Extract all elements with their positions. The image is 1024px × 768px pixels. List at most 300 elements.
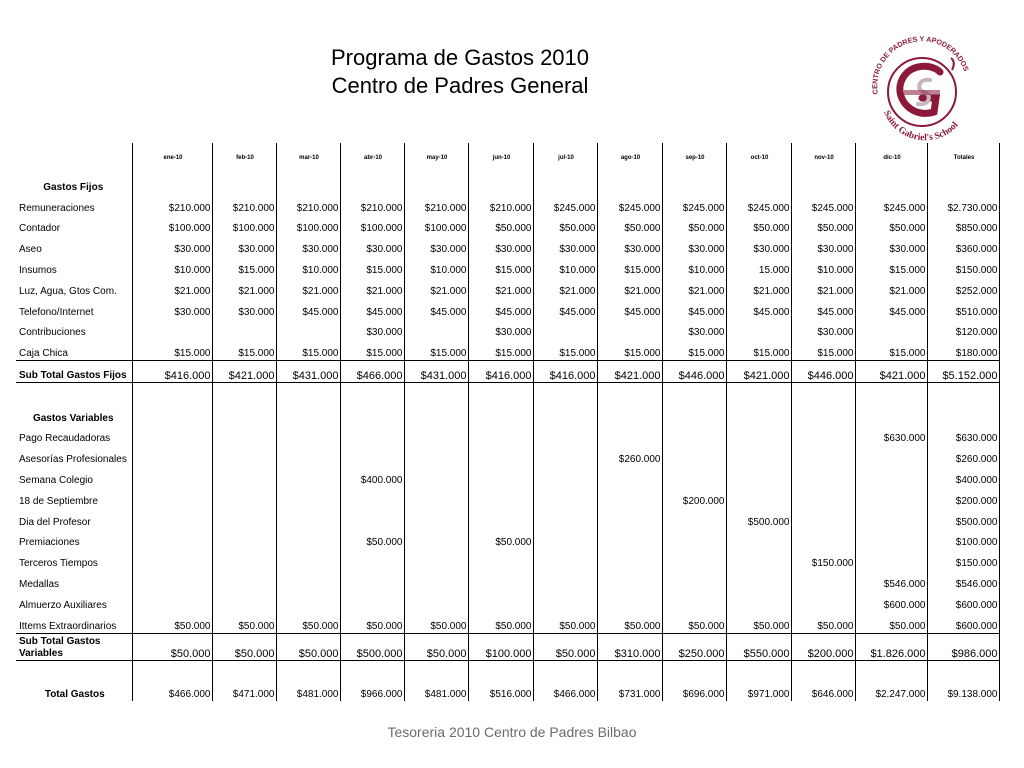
blank-cell <box>404 173 468 194</box>
value-cell: $50.000 <box>855 215 927 236</box>
value-cell: $550.000 <box>726 633 791 660</box>
value-cell: $481.000 <box>276 660 340 701</box>
value-cell <box>276 466 340 487</box>
value-cell <box>340 445 404 466</box>
value-cell <box>533 466 597 487</box>
column-header: dic-10 <box>855 143 927 173</box>
value-cell <box>662 425 726 446</box>
value-cell <box>726 445 791 466</box>
row-label: Insumos <box>16 256 132 277</box>
value-cell: $210.000 <box>340 194 404 215</box>
value-cell: $15.000 <box>340 339 404 360</box>
value-cell <box>533 591 597 612</box>
blank-cell <box>340 382 404 403</box>
value-cell <box>212 529 276 550</box>
value-cell: $50.000 <box>404 612 468 633</box>
value-cell <box>340 487 404 508</box>
column-header: feb-10 <box>212 143 276 173</box>
value-cell: $21.000 <box>662 277 726 298</box>
blank-cell <box>726 382 791 403</box>
value-cell: $45.000 <box>662 298 726 319</box>
value-cell <box>791 529 855 550</box>
value-cell: $15.000 <box>340 256 404 277</box>
column-header: may-10 <box>404 143 468 173</box>
value-cell: $30.000 <box>791 319 855 340</box>
table-row <box>16 256 999 277</box>
value-cell: $15.000 <box>404 339 468 360</box>
value-cell <box>533 445 597 466</box>
value-cell <box>855 508 927 529</box>
value-cell: $2.730.000 <box>927 194 999 215</box>
value-cell: $431.000 <box>404 361 468 383</box>
value-cell: $50.000 <box>276 612 340 633</box>
value-cell <box>132 487 212 508</box>
value-cell <box>276 529 340 550</box>
value-cell: $400.000 <box>340 466 404 487</box>
table-row <box>16 508 999 529</box>
value-cell <box>791 425 855 446</box>
value-cell: $210.000 <box>404 194 468 215</box>
value-cell: $50.000 <box>533 215 597 236</box>
value-cell: $45.000 <box>468 298 533 319</box>
section-heading: Gastos Fijos <box>16 173 132 194</box>
value-cell: $421.000 <box>212 361 276 383</box>
value-cell <box>662 591 726 612</box>
value-cell: $260.000 <box>597 445 662 466</box>
value-cell <box>132 570 212 591</box>
column-header: nov-10 <box>791 143 855 173</box>
value-cell: $245.000 <box>791 194 855 215</box>
value-cell: $15.000 <box>468 256 533 277</box>
value-cell: $50.000 <box>468 529 533 550</box>
value-cell: $21.000 <box>132 277 212 298</box>
value-cell: $416.000 <box>533 361 597 383</box>
value-cell: $481.000 <box>404 660 468 701</box>
column-header: abr-10 <box>340 143 404 173</box>
blank-cell <box>855 173 927 194</box>
value-cell: $30.000 <box>726 235 791 256</box>
value-cell: $252.000 <box>927 277 999 298</box>
value-cell <box>132 319 212 340</box>
value-cell <box>791 570 855 591</box>
blank-cell <box>132 404 212 425</box>
value-cell <box>276 445 340 466</box>
subtotal-row <box>16 633 999 660</box>
value-cell: $9.138.000 <box>927 660 999 701</box>
value-cell: $986.000 <box>927 633 999 660</box>
value-cell <box>340 549 404 570</box>
value-cell <box>597 570 662 591</box>
blank-cell <box>791 173 855 194</box>
value-cell: $21.000 <box>340 277 404 298</box>
value-cell: $50.000 <box>791 215 855 236</box>
value-cell: $50.000 <box>791 612 855 633</box>
value-cell <box>404 529 468 550</box>
blank-cell <box>726 404 791 425</box>
column-header: oct-10 <box>726 143 791 173</box>
section-heading-row <box>16 404 999 425</box>
value-cell <box>662 529 726 550</box>
blank-cell <box>533 382 597 403</box>
blank-cell <box>404 382 468 403</box>
column-header: jun-10 <box>468 143 533 173</box>
value-cell: $966.000 <box>340 660 404 701</box>
value-cell: $510.000 <box>927 298 999 319</box>
table-row <box>16 339 999 360</box>
value-cell: $210.000 <box>132 194 212 215</box>
value-cell: $400.000 <box>927 466 999 487</box>
blank-cell <box>791 404 855 425</box>
value-cell <box>855 487 927 508</box>
value-cell: $245.000 <box>533 194 597 215</box>
section-heading: Gastos Variables <box>16 404 132 425</box>
value-cell: $471.000 <box>212 660 276 701</box>
value-cell: $421.000 <box>726 361 791 383</box>
value-cell: $15.000 <box>132 339 212 360</box>
value-cell <box>468 487 533 508</box>
value-cell: $30.000 <box>340 319 404 340</box>
blank-cell <box>726 173 791 194</box>
value-cell <box>533 549 597 570</box>
value-cell <box>340 425 404 446</box>
value-cell <box>726 487 791 508</box>
row-label: Semana Colegio <box>16 466 132 487</box>
table-row <box>16 445 999 466</box>
blank-cell <box>855 404 927 425</box>
value-cell: $100.000 <box>404 215 468 236</box>
column-header: jul-10 <box>533 143 597 173</box>
blank-cell <box>662 382 726 403</box>
value-cell: $100.000 <box>468 633 533 660</box>
value-cell: $45.000 <box>533 298 597 319</box>
value-cell: $15.000 <box>662 339 726 360</box>
value-cell: $50.000 <box>212 612 276 633</box>
value-cell <box>533 319 597 340</box>
value-cell: $546.000 <box>927 570 999 591</box>
table-row <box>16 466 999 487</box>
value-cell: $30.000 <box>597 235 662 256</box>
value-cell: $30.000 <box>533 235 597 256</box>
blank-cell <box>597 173 662 194</box>
value-cell: $30.000 <box>468 319 533 340</box>
value-cell: $10.000 <box>533 256 597 277</box>
value-cell: $21.000 <box>276 277 340 298</box>
row-label: Luz, Agua, Gtos Com. <box>16 277 132 298</box>
blank-cell <box>533 404 597 425</box>
column-header: ene-10 <box>132 143 212 173</box>
blank-cell <box>791 382 855 403</box>
value-cell: $100.000 <box>340 215 404 236</box>
value-cell <box>404 570 468 591</box>
value-cell: $200.000 <box>791 633 855 660</box>
value-cell <box>132 508 212 529</box>
value-cell: $100.000 <box>276 215 340 236</box>
value-cell <box>212 425 276 446</box>
table-row <box>16 319 999 340</box>
value-cell <box>726 466 791 487</box>
value-cell <box>404 319 468 340</box>
value-cell <box>468 466 533 487</box>
value-cell <box>791 466 855 487</box>
value-cell: $15.000 <box>533 339 597 360</box>
title-line-1: Programa de Gastos 2010 <box>330 45 590 70</box>
row-label: Sub Total Gastos Fijos <box>16 361 132 383</box>
value-cell <box>132 591 212 612</box>
value-cell <box>597 319 662 340</box>
value-cell: $50.000 <box>597 612 662 633</box>
value-cell <box>726 570 791 591</box>
value-cell <box>276 570 340 591</box>
value-cell: $30.000 <box>340 235 404 256</box>
value-cell: $30.000 <box>855 235 927 256</box>
value-cell: $21.000 <box>597 277 662 298</box>
blank-cell <box>662 173 726 194</box>
value-cell: $50.000 <box>726 612 791 633</box>
column-header: mar-10 <box>276 143 340 173</box>
logo-arc-bottom-text: Saint Gabriel's School <box>881 109 961 144</box>
value-cell <box>533 529 597 550</box>
value-cell: $2.247.000 <box>855 660 927 701</box>
value-cell <box>212 466 276 487</box>
value-cell: $10.000 <box>276 256 340 277</box>
value-cell <box>597 529 662 550</box>
value-cell <box>855 466 927 487</box>
value-cell: $150.000 <box>927 549 999 570</box>
value-cell: $500.000 <box>726 508 791 529</box>
value-cell: $50.000 <box>404 633 468 660</box>
total-row <box>16 660 999 701</box>
value-cell: $50.000 <box>662 612 726 633</box>
blank-cell <box>340 404 404 425</box>
value-cell: $15.000 <box>855 256 927 277</box>
value-cell: $15.000 <box>791 339 855 360</box>
value-cell <box>855 549 927 570</box>
value-cell: $971.000 <box>726 660 791 701</box>
blank-cell <box>212 382 276 403</box>
value-cell <box>726 549 791 570</box>
value-cell: $15.000 <box>597 256 662 277</box>
value-cell: $21.000 <box>212 277 276 298</box>
row-label: Total Gastos <box>16 660 132 701</box>
value-cell: $200.000 <box>927 487 999 508</box>
blank-cell <box>855 382 927 403</box>
value-cell <box>726 591 791 612</box>
value-cell <box>662 549 726 570</box>
value-cell <box>533 570 597 591</box>
value-cell <box>533 425 597 446</box>
value-cell <box>597 487 662 508</box>
value-cell <box>726 319 791 340</box>
value-cell <box>132 425 212 446</box>
value-cell <box>791 487 855 508</box>
page-title <box>300 44 620 100</box>
value-cell: $150.000 <box>927 256 999 277</box>
blank-cell <box>662 404 726 425</box>
blank-cell <box>212 404 276 425</box>
blank-cell <box>468 173 533 194</box>
value-cell: $516.000 <box>468 660 533 701</box>
row-label: Sub Total Gastos Variables <box>16 633 132 660</box>
value-cell <box>276 487 340 508</box>
value-cell: $50.000 <box>597 215 662 236</box>
value-cell: $50.000 <box>533 633 597 660</box>
value-cell: $10.000 <box>132 256 212 277</box>
value-cell: $50.000 <box>276 633 340 660</box>
value-cell: $245.000 <box>597 194 662 215</box>
value-cell: $30.000 <box>662 235 726 256</box>
value-cell: $50.000 <box>468 612 533 633</box>
value-cell: $310.000 <box>597 633 662 660</box>
blank-cell <box>468 404 533 425</box>
value-cell: $180.000 <box>927 339 999 360</box>
value-cell: $210.000 <box>276 194 340 215</box>
value-cell <box>791 445 855 466</box>
table-row <box>16 194 999 215</box>
value-cell <box>212 570 276 591</box>
value-cell: $250.000 <box>662 633 726 660</box>
value-cell: $245.000 <box>855 194 927 215</box>
blank-cell <box>340 173 404 194</box>
value-cell <box>597 425 662 446</box>
value-cell: $45.000 <box>855 298 927 319</box>
value-cell: $500.000 <box>340 633 404 660</box>
footer-text: Tesoreria 2010 Centro de Padres Bilbao <box>387 724 637 740</box>
value-cell: $416.000 <box>132 361 212 383</box>
blank-cell <box>927 382 999 403</box>
table-header-row <box>16 143 999 173</box>
value-cell: $630.000 <box>855 425 927 446</box>
value-cell: $5.152.000 <box>927 361 999 383</box>
spacer-row <box>16 382 999 403</box>
value-cell <box>855 529 927 550</box>
value-cell <box>276 591 340 612</box>
value-cell: $30.000 <box>791 235 855 256</box>
value-cell <box>468 425 533 446</box>
value-cell: $100.000 <box>927 529 999 550</box>
value-cell: $15.000 <box>726 339 791 360</box>
value-cell: $431.000 <box>276 361 340 383</box>
value-cell: $15.000 <box>212 339 276 360</box>
value-cell <box>132 466 212 487</box>
row-label: Ittems Extraordinarios <box>16 612 132 633</box>
value-cell: $30.000 <box>132 235 212 256</box>
value-cell: $50.000 <box>340 612 404 633</box>
row-label: Terceros Tiempos <box>16 549 132 570</box>
value-cell <box>404 425 468 446</box>
value-cell <box>662 508 726 529</box>
value-cell <box>404 508 468 529</box>
value-cell: $50.000 <box>340 529 404 550</box>
blank-cell <box>276 404 340 425</box>
value-cell: $245.000 <box>726 194 791 215</box>
value-cell: $30.000 <box>468 235 533 256</box>
value-cell <box>276 549 340 570</box>
value-cell <box>726 425 791 446</box>
value-cell: $630.000 <box>927 425 999 446</box>
value-cell <box>597 508 662 529</box>
value-cell: $466.000 <box>132 660 212 701</box>
value-cell: $210.000 <box>468 194 533 215</box>
value-cell <box>791 591 855 612</box>
row-label: Contribuciones <box>16 319 132 340</box>
value-cell <box>132 529 212 550</box>
value-cell: $15.000 <box>597 339 662 360</box>
row-label: 18 de Septiembre <box>16 487 132 508</box>
table-row <box>16 235 999 256</box>
value-cell <box>662 466 726 487</box>
school-logo <box>860 28 984 152</box>
value-cell: $21.000 <box>404 277 468 298</box>
row-label: Remuneraciones <box>16 194 132 215</box>
value-cell: $200.000 <box>662 487 726 508</box>
row-label: Premiaciones <box>16 529 132 550</box>
blank-cell <box>533 173 597 194</box>
value-cell: $50.000 <box>855 612 927 633</box>
value-cell: $45.000 <box>404 298 468 319</box>
value-cell: $50.000 <box>212 633 276 660</box>
value-cell: $15.000 <box>212 256 276 277</box>
value-cell: $421.000 <box>855 361 927 383</box>
value-cell: $100.000 <box>212 215 276 236</box>
value-cell <box>597 549 662 570</box>
subtotal-row <box>16 361 999 383</box>
title-line-2: Centro de Padres General <box>331 73 589 98</box>
value-cell: $360.000 <box>927 235 999 256</box>
value-cell: $21.000 <box>791 277 855 298</box>
table-row <box>16 612 999 633</box>
blank-cell <box>132 173 212 194</box>
value-cell <box>212 487 276 508</box>
row-label: Asesorías Profesionales <box>16 445 132 466</box>
expense-table <box>16 143 1000 701</box>
table-row <box>16 591 999 612</box>
value-cell: $21.000 <box>533 277 597 298</box>
blank-cell <box>16 382 132 403</box>
value-cell: $30.000 <box>132 298 212 319</box>
value-cell <box>468 591 533 612</box>
value-cell: $50.000 <box>132 612 212 633</box>
value-cell: $546.000 <box>855 570 927 591</box>
value-cell: $30.000 <box>276 235 340 256</box>
blank-cell <box>468 382 533 403</box>
table-row <box>16 570 999 591</box>
value-cell: $15.000 <box>468 339 533 360</box>
value-cell <box>404 445 468 466</box>
value-cell: $696.000 <box>662 660 726 701</box>
value-cell <box>212 508 276 529</box>
value-cell <box>212 319 276 340</box>
value-cell: $646.000 <box>791 660 855 701</box>
blank-cell <box>276 382 340 403</box>
row-label: Medallas <box>16 570 132 591</box>
value-cell: $600.000 <box>927 591 999 612</box>
value-cell <box>404 487 468 508</box>
value-cell: $245.000 <box>662 194 726 215</box>
value-cell <box>597 466 662 487</box>
value-cell <box>662 445 726 466</box>
value-cell: $50.000 <box>132 633 212 660</box>
value-cell <box>791 508 855 529</box>
value-cell <box>404 549 468 570</box>
value-cell: $150.000 <box>791 549 855 570</box>
row-label: Contador <box>16 215 132 236</box>
value-cell: $120.000 <box>927 319 999 340</box>
blank-cell <box>597 382 662 403</box>
value-cell: $45.000 <box>340 298 404 319</box>
value-cell <box>468 549 533 570</box>
blank-cell <box>927 173 999 194</box>
row-label: Almuerzo Auxiliares <box>16 591 132 612</box>
